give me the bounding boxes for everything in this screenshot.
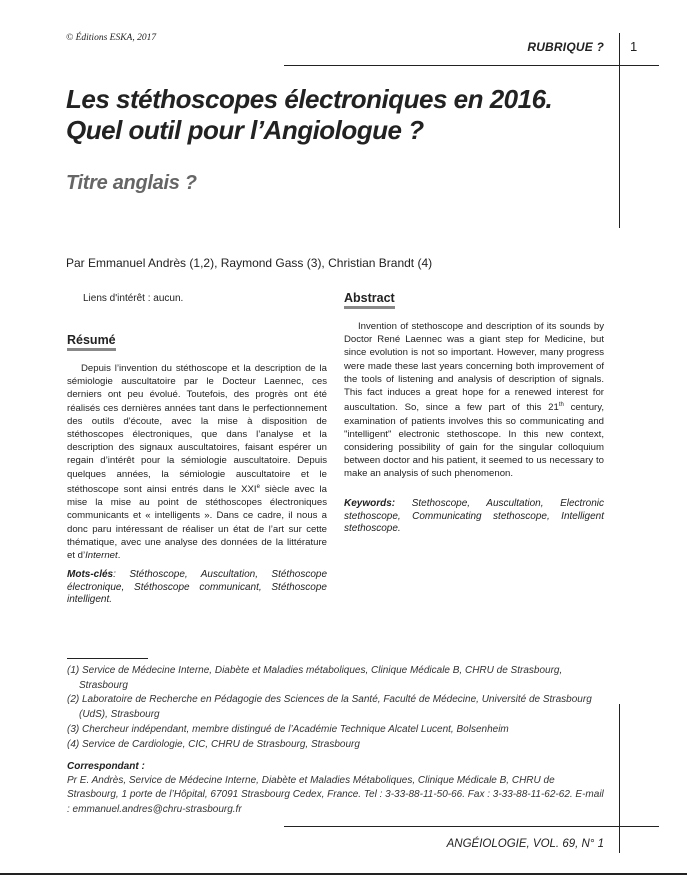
correspondent-details: Pr E. Andrès, Service de Médecine Interne, Diabète et Maladies Métaboliques, Clinique Médicale B, CHRU de Strasbourg, 1 porte de l’Hôpital, 67091 Strasbourg Cedex, France. Tel : 3-33-88-11-50-66. Fax : 3-33-88-11-62-62. E-mail : emmanuel.andres@chru-strasbourg.fr (67, 775, 604, 815)
english-title: Titre anglais ? (66, 172, 197, 194)
page-bottom-rule (0, 873, 687, 875)
article-title (66, 84, 606, 146)
abstract-keywords (344, 498, 604, 536)
journal-reference: ANGÉIOLOGIE, VOL. 69, N° 1 (446, 838, 604, 850)
copyright-notice: © Éditions ESKA, 2017 (66, 33, 157, 43)
keywords-list: : Stéthoscope, Auscultation, Stéthoscope électronique, Stéthoscope communicant, Stéthoscope intelligent. (67, 569, 327, 606)
abstract-heading: Abstract (344, 291, 395, 309)
header-vertical-rule (619, 33, 620, 228)
correspondent-label: Correspondant : (67, 761, 145, 772)
title-line-2: Quel outil pour l’Angiologue ? (66, 115, 424, 145)
authors-line: Par Emmanuel Andrès (1,2), Raymond Gass (3), Christian Brandt (4) (66, 256, 433, 270)
correspondent-block (67, 760, 607, 817)
keywords-list: Stethoscope, Auscultation, Electronic stethoscope, Communicating stethoscope, Intelligent stethoscope. (344, 498, 604, 535)
abstract-body: Invention of stethoscope and description of its sounds by Doctor René Laennec was a giant step for Medicine, but since evolution is not so important. However, many progress were made these last years concerning both improvement of the tools of listening and analysis of description of signals. This fact induces a great hope for a renewed interest for auscultation. So, since a few part of this 21th century, examination of patients involves this so communicating and "intelligent" electronic stethoscope. In this new context, considering possibility of gain for the singular colloquium between doctor and his patient, it seemed to us necessary to make an analysis of such phenomenon. (344, 321, 604, 480)
keywords-label: Mots-clés (67, 569, 114, 580)
title-line-1: Les stéthoscopes électroniques en 2016. (66, 84, 553, 114)
affiliations (67, 664, 607, 752)
resume-heading: Résumé (67, 333, 116, 351)
affiliation-2: (2) Laboratoire de Recherche en Pédagogie des Sciences de la Santé, Faculté de Médecine, Université de Strasbourg (UdS), Strasbourg (67, 694, 592, 721)
affiliation-4: (4) Service de Cardiologie, CIC, CHRU de Strasbourg, Strasbourg (67, 738, 360, 750)
conflict-of-interest: Liens d'intérêt : aucun. (83, 293, 184, 304)
footnote-rule (67, 658, 148, 659)
resume-keywords (67, 569, 327, 607)
keywords-label: Keywords: (344, 498, 396, 509)
page-number: 1 (630, 39, 638, 54)
affiliation-3: (3) Chercheur indépendant, membre distingué de l’Académie Technique Alcatel Lucent, Bolsenheim (67, 723, 509, 735)
section-label: RUBRIQUE ? (527, 40, 604, 54)
header-rule (284, 65, 659, 66)
affiliation-1: (1) Service de Médecine Interne, Diabète et Maladies métaboliques, Clinique Médicale B, CHRU de Strasbourg, Strasbourg (67, 665, 563, 691)
resume-body: Depuis l’invention du stéthoscope et la description de la sémiologie auscultatoire par le Docteur Laennec, ces derniers ont peu évolué. Toutefois, des progrès ont été réalisés ces dernières années tant dans le perfectionnement des outils d'écoute, avec la mise à disposition de stéthoscopes électroniques, que dans l’analyse et la description des signaux auscultatoires, faisant espérer un regain d’intérêt pour la sémiologie auscultatoire. Depuis quelques années, la sémiologie auscultatoire et le stéthoscope sont ainsi entrés dans le XXIe siècle avec la mise la mise au point de stéthoscopes électroniques communicants et « intelligents ». Dans ce cadre, il nous a donc paru intéressant de réaliser un état de l’art sur cette thématique, avec une analyse des données de la littérature et d’Internet. (67, 363, 327, 562)
footer-vertical-rule (619, 704, 620, 853)
footer-rule (284, 826, 659, 827)
